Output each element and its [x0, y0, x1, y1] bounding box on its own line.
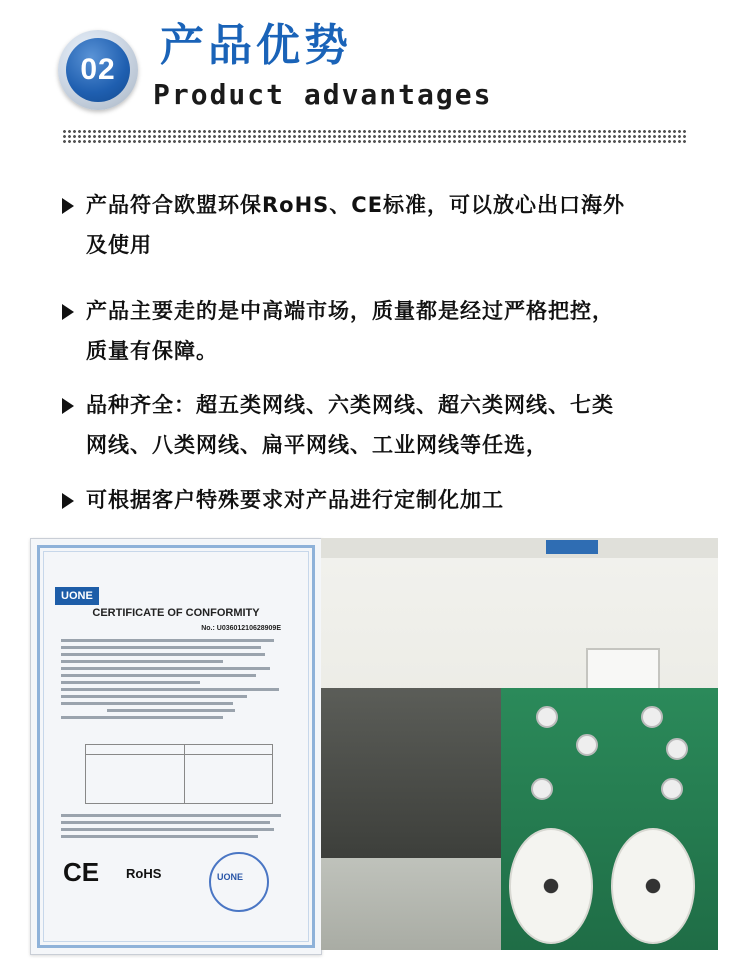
list-item-text: 及使用: [86, 233, 152, 257]
section-title-en: Product advantages: [153, 78, 493, 111]
factory-photo: [321, 538, 718, 950]
certificate-title: CERTIFICATE OF CONFORMITY: [92, 607, 260, 619]
cable-reel: [611, 828, 695, 944]
dotted-divider: [62, 129, 688, 143]
section-title-cn: 产品优势: [160, 20, 352, 71]
list-item: [60, 291, 700, 371]
list-item-text: 产品主要走的是中高端市场，质量都是经过严格把控，: [86, 299, 614, 323]
list-item-text: 质量有保障。: [86, 339, 218, 363]
certificate-logo: UONE: [55, 587, 99, 605]
cable-reel: [509, 828, 593, 944]
triangle-right-icon: [60, 491, 76, 511]
pulley: [661, 778, 683, 800]
list-item-text: 产品符合欧盟环保RoHS、CE标准，可以放心出口海外: [86, 193, 626, 217]
wall-band: [321, 538, 718, 558]
list-item-text: 网线、八类网线、扁平网线、工业网线等任选，: [86, 433, 548, 457]
certificate-seal-text: UONE: [217, 872, 244, 882]
section-header: [0, 0, 750, 125]
pulley: [531, 778, 553, 800]
list-item: [60, 480, 700, 520]
certificate-seal: [209, 852, 269, 912]
list-item: [60, 385, 700, 465]
ce-mark: CE: [63, 857, 100, 887]
pulley: [576, 734, 598, 756]
list-item: [60, 185, 700, 265]
certificate-footer-text: [61, 814, 293, 842]
list-item-text: 可根据客户特殊要求对产品进行定制化加工: [86, 488, 504, 512]
certificate-table: [85, 744, 273, 804]
pulley: [641, 706, 663, 728]
cable-machine-background: [321, 688, 531, 858]
triangle-right-icon: [60, 302, 76, 322]
rohs-mark: RoHS: [126, 866, 162, 881]
pulley: [536, 706, 558, 728]
wall-sign: [546, 540, 598, 554]
triangle-right-icon: [60, 396, 76, 416]
triangle-right-icon: [60, 196, 76, 216]
section-number: 02: [66, 38, 130, 102]
certificate-image: [30, 538, 322, 955]
list-item-text: 品种齐全：超五类网线、六类网线、超六类网线、七类: [86, 393, 614, 417]
certificate-number: No.: U03601210628909E: [201, 625, 281, 632]
pulley: [666, 738, 688, 760]
certificate-body-text: [61, 639, 293, 723]
section-number-badge: [58, 30, 138, 110]
